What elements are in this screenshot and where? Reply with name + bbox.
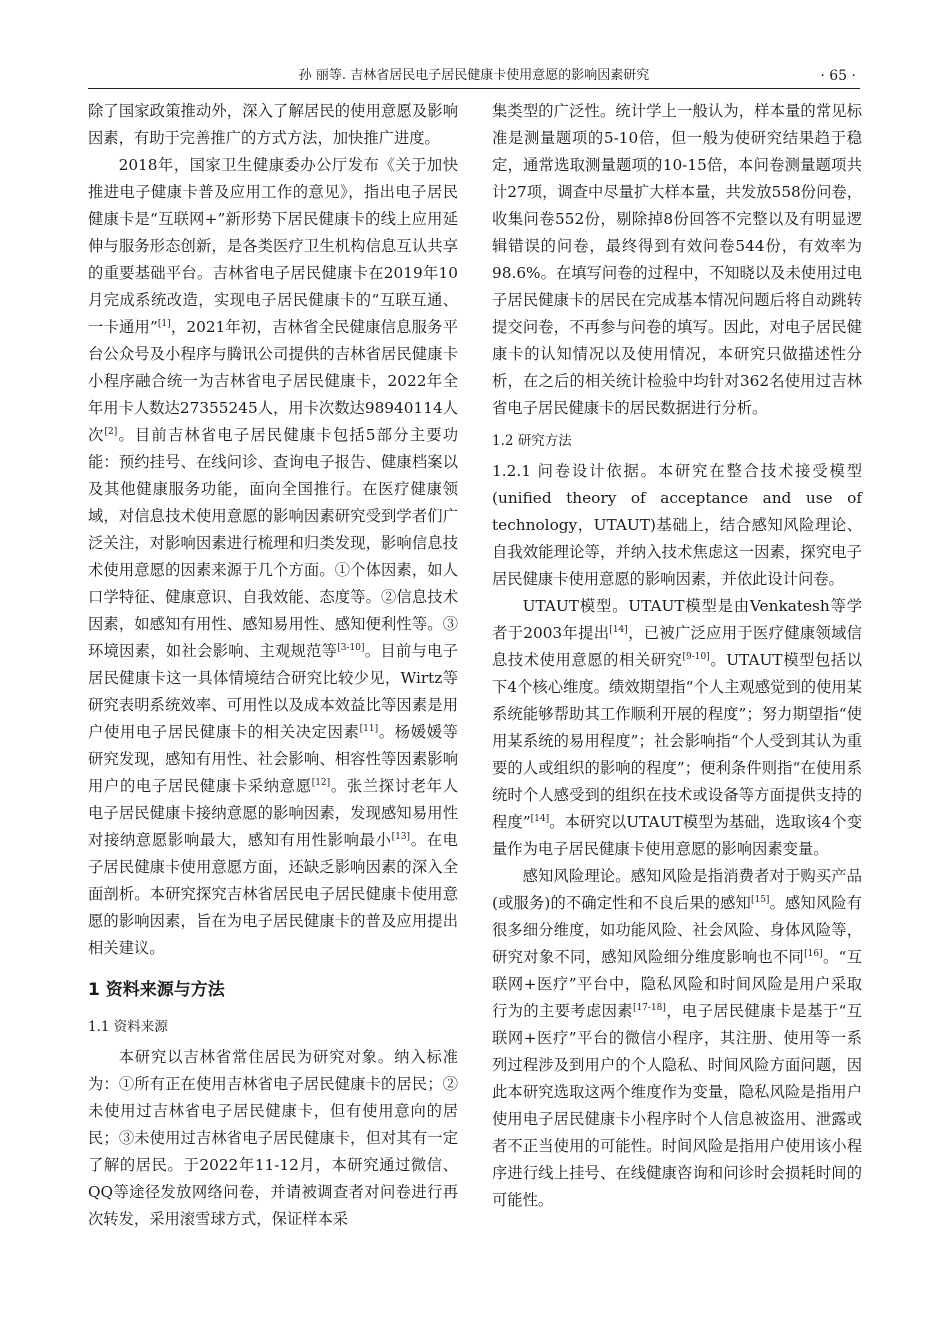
citation: [17-18] <box>632 1003 666 1013</box>
paragraph: UTAUT模型。UTAUT模型是由Venkatesh等学者于2003年提出[14]，已被广泛应用于医疗健康领域信息技术使用意愿的相关研究[9-10]。UTAUT模型包括以下4个核心维度。绩效期望指“个人主观感觉到的使用某系统能够帮助其工作顺利开展的程度”；努力期望指“使用某系统的易用程度”；社会影响指“个人受到其认为重要的人或组织的影响的程度”；便利条件则指“在使用系统时个人感受到的组织在技术或设备等方面提供支持的程度”[14]。本研究以UTAUT模型为基础，选取该4个变量作为电子居民健康卡使用意愿的影响因素变量。 <box>492 597 862 858</box>
citation: [11] <box>359 724 379 734</box>
citation: [14] <box>609 625 628 635</box>
citation: [15] <box>750 895 770 905</box>
running-header <box>88 56 860 86</box>
paragraph: 集类型的广泛性。统计学上一般认为，样本量的常见标准是测量题项的5-10倍，但一般为使研究结果趋于稳定，通常选取测量题项的10-15倍，本问卷测量题项共计27项，调查中尽量扩大样本量，共发放558份问卷，收集问卷552份，剔除掉8份回答不完整以及有明显逻辑错误的问卷，最终得到有效问卷544份，有效率为98.6%。在填写问卷的过程中，不知晓以及未使用过电子居民健康卡的居民在完成基本情况问题后将自动跳转提交问卷，不再参与问卷的填写。因此，对电子居民健康卡的认知情况以及使用情况，本研究只做描述性分析，在之后的相关统计检验中均针对362名使用过吉林省电子居民健康卡的居民数据进行分析。 <box>492 102 862 417</box>
header-divider <box>88 88 860 89</box>
citation: [13] <box>391 832 411 842</box>
citation: [14] <box>530 814 550 824</box>
running-title: 孙 丽等. 吉林省居民电子居民健康卡使用意愿的影响因素研究 <box>298 68 650 83</box>
paragraph: 2018年，国家卫生健康委办公厅发布《关于加快推进电子健康卡普及应用工作的意见》，指出电子居民健康卡是“互联网+”新形势下居民健康卡的线上应用延伸与服务形态创新，是各类医疗卫生机构信息互认共享的重要基础平台。吉林省电子居民健康卡在2019年10月完成系统改造，实现电子居民健康卡的“互联互通、一卡通用”[1]，2021年初，吉林省全民健康信息服务平台公众号及小程序与腾讯公司提供的吉林省居民健康卡小程序融合统一为吉林省电子居民健康卡，2022年全年用卡人数达27355245人，用卡次数达98940114人次[2]。目前吉林省电子居民健康卡包括5部分主要功能：预约挂号、在线问诊、查询电子报告、健康档案以及其他健康服务功能，面向全国推行。在医疗健康领域，对信息技术使用意愿的影响因素研究受到学者们广泛关注，对影响因素进行梳理和归类发现，影响信息技术使用意愿的因素来源于几个方面。①个体因素，如人口学特征、健康意识、自我效能、态度等。②信息技术因素，如感知有用性、感知易用性、感知便利性等。③环境因素，如社会影响、主观规范等[3-10]。目前与电子居民健康卡这一具体情境结合研究比较少见，Wirtz等研究表明系统效率、可用性以及成本效益比等因素是用户使用电子居民健康卡的相关决定因素[11]。杨媛媛等研究发现，感知有用性、社会影响、相容性等因素影响用户的电子居民健康卡采纳意愿[12]。张兰探讨老年人电子居民健康卡接纳意愿的影响因素，发现感知易用性对接纳意愿影响最大，感知有用性影响最小[13]。在电子居民健康卡使用意愿方面，还缺乏影响因素的深入全面剖析。本研究探究吉林省居民电子居民健康卡使用意愿的影响因素，旨在为电子居民健康卡的普及应用提出相关建议。 <box>88 156 458 957</box>
citation: [1] <box>157 319 171 329</box>
citation: [16] <box>804 949 823 959</box>
subsection-heading: 1.2 研究方法 <box>492 433 572 449</box>
right-column <box>492 98 862 1214</box>
paragraph: 1.2.1 问卷设计依据。本研究在整合技术接受模型(unified theory of acceptance and use of technology，UTAUT)基础上，结合感知风险理论、自我效能理论等，并纳入技术焦虑这一因素，探究电子居民健康卡使用意愿的影响因素，并依此设计问卷。 <box>492 462 862 588</box>
paragraph: 本研究以吉林省常住居民为研究对象。纳入标准为：①所有正在使用吉林省电子居民健康卡的居民；②未使用过吉林省电子居民健康卡，但有使用意向的居民；③未使用过吉林省电子居民健康卡，但对其有一定了解的居民。于2022年11-12月，本研究通过微信、QQ等途径发放网络问卷，并请被调查者对问卷进行再次转发，采用滚雪球方式，保证样本采 <box>88 1048 458 1228</box>
citation: [3-10] <box>337 643 365 653</box>
citation: [9-10] <box>682 652 710 662</box>
page-number: · 65 · <box>820 68 856 84</box>
paragraph: 感知风险理论。感知风险是指消费者对于购买产品(或服务)的不确定性和不良后果的感知[15]。感知风险有很多细分维度，如功能风险、社会风险、身体风险等，研究对象不同，感知风险细分维度影响也不同[16]。“互联网+医疗”平台中，隐私风险和时间风险是用户采取行为的主要考虑因素[17-18]，电子居民健康卡是基于“互联网+医疗”平台的微信小程序，其注册、使用等一系列过程涉及到用户的个人隐私、时间风险方面问题，因此本研究选取这两个维度作为变量，隐私风险是指用户使用电子居民健康卡小程序时个人信息被盗用、泄露或者不正当使用的可能性。时间风险是指用户使用该小程序进行线上挂号、在线健康咨询和问诊时会损耗时间的可能性。 <box>492 867 862 1209</box>
citation: [2] <box>104 427 118 437</box>
paragraph: 除了国家政策推动外，深入了解居民的使用意愿及影响因素，有助于完善推广的方式方法，加快推广进度。 <box>88 102 458 147</box>
left-column <box>88 98 458 1233</box>
subsection-heading: 1.1 资料来源 <box>88 1019 168 1035</box>
section-heading: 1 资料来源与方法 <box>88 980 225 1000</box>
citation: [12] <box>311 778 331 788</box>
